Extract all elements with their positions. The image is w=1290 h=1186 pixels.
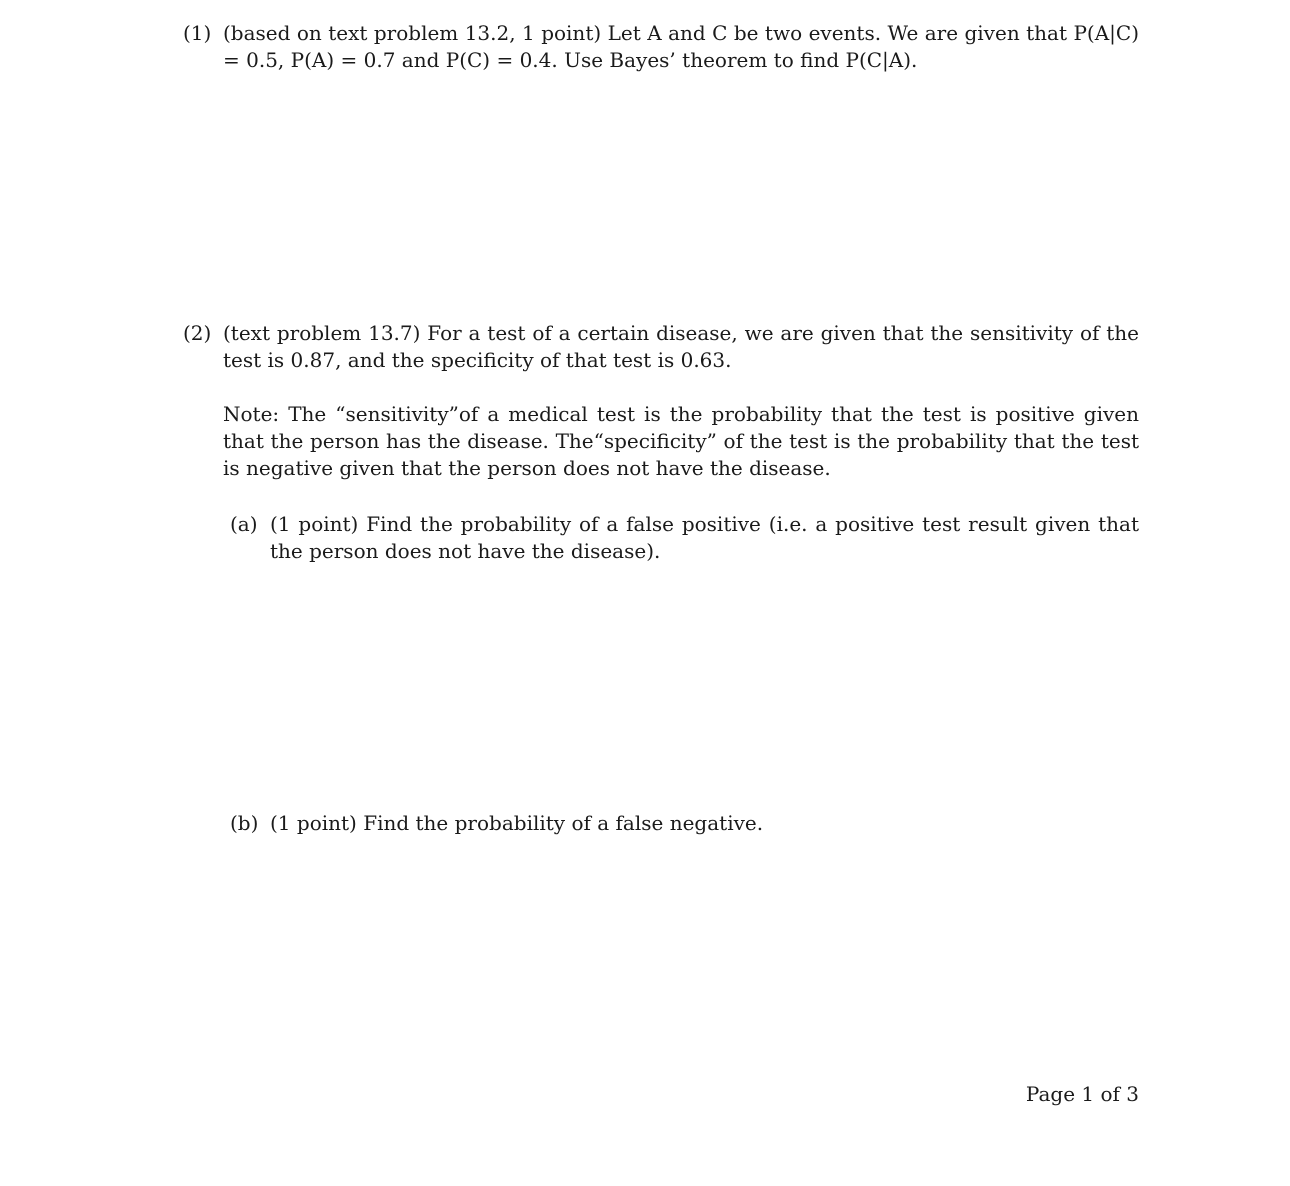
part-b-label: (b) xyxy=(230,811,259,835)
part-a-label: (a) xyxy=(230,512,258,536)
problem-2-intro: (text problem 13.7) For a test of a certain disease, we are given that the sensitivity of the test is 0.87, and the specificity of that test is 0.63. xyxy=(223,321,1139,372)
problem-2-number: (2) xyxy=(183,321,212,345)
problem-2 xyxy=(183,320,1139,482)
problem-2-note: Note: The “sensitivity”of a medical test is the probability that the test is positive given that the person has the disease. The“specificity” of the test is the probability that the test is negative given that the person does not have the disease. xyxy=(223,402,1139,480)
page-number: Page 1 of 3 xyxy=(1025,1082,1139,1106)
problem-2-part-b xyxy=(230,810,1139,837)
problem-2-part-a xyxy=(230,511,1139,565)
part-a-text: (1 point) Find the probability of a false positive (i.e. a positive test result given that the person does not have the disease). xyxy=(270,512,1139,563)
part-b-text: (1 point) Find the probability of a false negative. xyxy=(270,811,764,835)
problem-1-text: (based on text problem 13.2, 1 point) Let A and C be two events. We are given that P(A|C) = 0.5, P(A) = 0.7 and P(C) = 0.4. Use Bayes’ theorem to find P(C|A). xyxy=(223,21,1139,72)
problem-1-number: (1) xyxy=(183,21,212,45)
problem-1 xyxy=(183,20,1139,74)
